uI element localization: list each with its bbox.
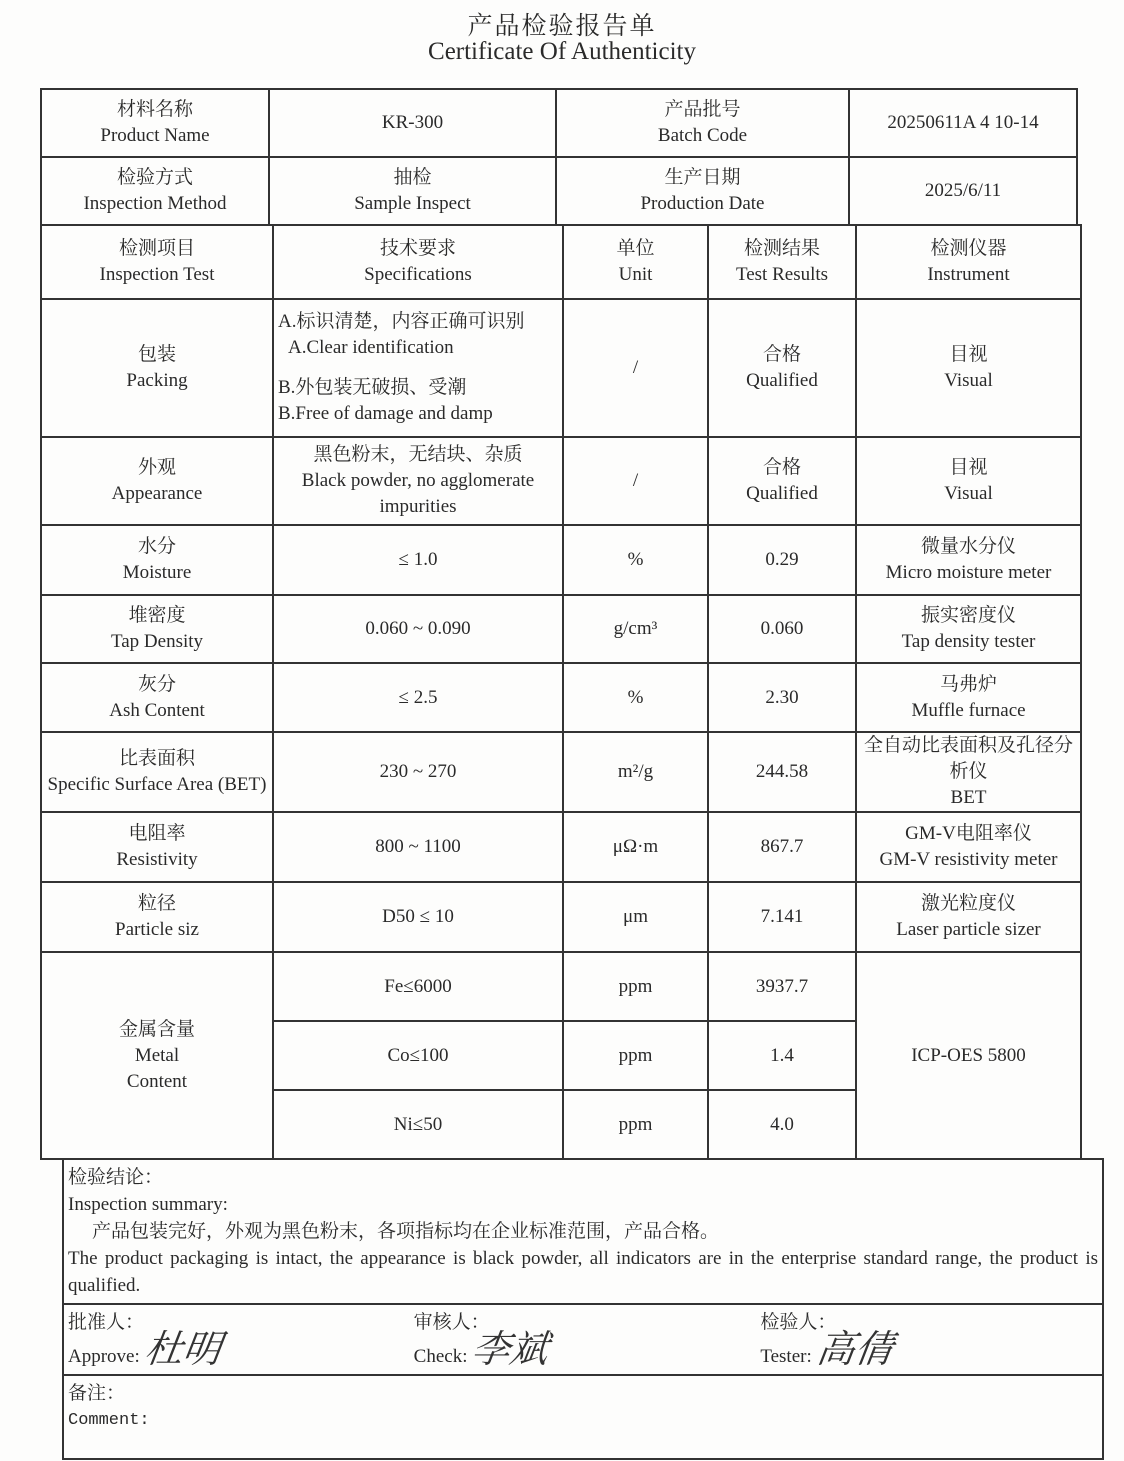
- approve-signature: 杜明: [141, 1327, 224, 1371]
- summary-text-en: The product packaging is intact, the appearance is black powder, all indicators are in the enterprise standard range, the product is qualified.: [68, 1248, 1098, 1296]
- test-result: 0.29: [708, 525, 856, 595]
- title-en: Certificate Of Authenticity: [428, 38, 696, 65]
- instrument: 微量水分仪 Micro moisture meter: [856, 525, 1081, 595]
- instrument: 目视 Visual: [856, 437, 1081, 525]
- test-result: 合格 Qualified: [708, 437, 856, 525]
- column-header: 检测项目 Inspection Test: [41, 225, 273, 299]
- table-row: [41, 732, 1081, 812]
- summary-text-cn: 产品包装完好，外观为黑色粉末，各项指标均在企业标准范围，产品合格。: [92, 1221, 720, 1242]
- metal-unit: ppm: [563, 952, 708, 1021]
- summary-label-cn: 检验结论：: [68, 1167, 164, 1188]
- spec-line: 0.060 ~ 0.090: [365, 618, 471, 639]
- instrument: 振实密度仪 Tap density tester: [856, 595, 1081, 663]
- inspection-summary: [63, 1159, 1103, 1304]
- comment-field: [63, 1375, 1103, 1459]
- specification: [273, 663, 563, 732]
- table-row: [41, 525, 1081, 595]
- column-header-row: [41, 225, 1081, 299]
- metal-row: [41, 952, 1081, 1021]
- spec-line: ≤ 1.0: [398, 549, 438, 570]
- tester-signature: 高倩: [813, 1327, 896, 1371]
- instrument: 马弗炉 Muffle furnace: [856, 663, 1081, 732]
- test-item: 比表面积 Specific Surface Area (BET): [41, 732, 273, 812]
- specification: [273, 882, 563, 952]
- instrument: 全自动比表面积及孔径分析仪 BET: [856, 732, 1081, 812]
- specification: [273, 732, 563, 812]
- signature-row: [63, 1304, 1103, 1375]
- test-item: 灰分 Ash Content: [41, 663, 273, 732]
- spec-line: impurities: [379, 496, 457, 517]
- test-result: 867.7: [708, 812, 856, 882]
- column-header: 检测仪器 Instrument: [856, 225, 1081, 299]
- tester-field: 检验人： Tester: 高倩: [756, 1304, 1103, 1375]
- unit: μm: [563, 882, 708, 952]
- metal-instrument: ICP-OES 5800: [856, 952, 1081, 1159]
- test-item: 堆密度 Tap Density: [41, 595, 273, 663]
- inspection-method-value: 抽检 Sample Inspect: [269, 157, 556, 225]
- header-row-method: [41, 157, 1077, 225]
- test-result: 2.30: [708, 663, 856, 732]
- unit: μΩ·m: [563, 812, 708, 882]
- check-signature: 李斌: [469, 1327, 552, 1371]
- specification: [273, 525, 563, 595]
- unit: %: [563, 663, 708, 732]
- test-item: 外观 Appearance: [41, 437, 273, 525]
- metal-spec: Co≤100: [273, 1021, 563, 1090]
- table-row: [41, 299, 1081, 437]
- spec-line: A.标识清楚，内容正确可识别: [278, 311, 525, 332]
- test-result: 244.58: [708, 732, 856, 812]
- specification: [273, 812, 563, 882]
- inspection-method-label: 检验方式 Inspection Method: [41, 157, 269, 225]
- spec-line: 黑色粉末，无结块、杂质: [313, 444, 523, 465]
- table-row: [41, 595, 1081, 663]
- column-header: 技术要求 Specifications: [273, 225, 563, 299]
- metal-spec: Fe≤6000: [273, 952, 563, 1021]
- batch-code-value: 20250611A 4 10-14: [849, 89, 1077, 157]
- table-row: [41, 437, 1081, 525]
- column-header: 单位 Unit: [563, 225, 708, 299]
- metal-unit: ppm: [563, 1090, 708, 1159]
- spec-line: Black powder, no agglomerate: [301, 470, 535, 491]
- production-date-label: 生产日期 Production Date: [556, 157, 849, 225]
- test-result: 合格 Qualified: [708, 299, 856, 437]
- instrument: GM-V电阻率仪 GM-V resistivity meter: [856, 812, 1081, 882]
- summary-label-en: Inspection summary:: [68, 1194, 228, 1215]
- footer-table: [62, 1158, 1104, 1460]
- instrument: 激光粒度仪 Laser particle sizer: [856, 882, 1081, 952]
- column-header: 检测结果 Test Results: [708, 225, 856, 299]
- spec-line: B.Free of damage and damp: [278, 403, 493, 424]
- spec-line: ≤ 2.5: [398, 686, 438, 708]
- test-item: 水分 Moisture: [41, 525, 273, 595]
- header-row-product: [41, 89, 1077, 157]
- metal-spec: Ni≤50: [273, 1090, 563, 1159]
- instrument: 目视 Visual: [856, 299, 1081, 437]
- spec-line: 800 ~ 1100: [375, 836, 461, 857]
- spec-line: B.外包装无破损、受潮: [278, 377, 467, 398]
- metal-result: 1.4: [708, 1021, 856, 1090]
- product-name-label: 材料名称 Product Name: [41, 89, 269, 157]
- comment-label-cn: 备注：: [68, 1383, 126, 1404]
- title-cn: 产品检验报告单: [467, 13, 657, 40]
- table-row: [41, 812, 1081, 882]
- test-result: 7.141: [708, 882, 856, 952]
- spec-line: A.Clear identification: [288, 337, 454, 358]
- test-item: 包装 Packing: [41, 299, 273, 437]
- test-item: 电阻率 Resistivity: [41, 812, 273, 882]
- test-result: 0.060: [708, 595, 856, 663]
- unit: /: [563, 437, 708, 525]
- spec-line: 230 ~ 270: [379, 761, 457, 782]
- specification: [273, 595, 563, 663]
- unit: m²/g: [563, 732, 708, 812]
- unit: /: [563, 299, 708, 437]
- approve-field: 批准人： Approve: 杜明: [63, 1304, 410, 1375]
- table-row: [41, 882, 1081, 952]
- batch-code-label: 产品批号 Batch Code: [556, 89, 849, 157]
- metal-content-item: 金属含量 Metal Content: [41, 952, 273, 1159]
- comment-label-en: Comment:: [68, 1411, 150, 1430]
- test-item: 粒径 Particle siz: [41, 882, 273, 952]
- specification: [273, 299, 563, 437]
- product-name-value: KR-300: [269, 89, 556, 157]
- table-row: [41, 663, 1081, 732]
- specification: [273, 437, 563, 525]
- unit: %: [563, 525, 708, 595]
- inspection-table: [40, 224, 1082, 1160]
- unit: g/cm³: [563, 595, 708, 663]
- metal-result: 4.0: [708, 1090, 856, 1159]
- header-table: [40, 88, 1078, 226]
- metal-unit: ppm: [563, 1021, 708, 1090]
- production-date-value: 2025/6/11: [849, 157, 1077, 225]
- spec-line: D50 ≤ 10: [382, 906, 454, 927]
- check-field: 审核人： Check: 李斌: [410, 1304, 757, 1375]
- metal-result: 3937.7: [708, 952, 856, 1021]
